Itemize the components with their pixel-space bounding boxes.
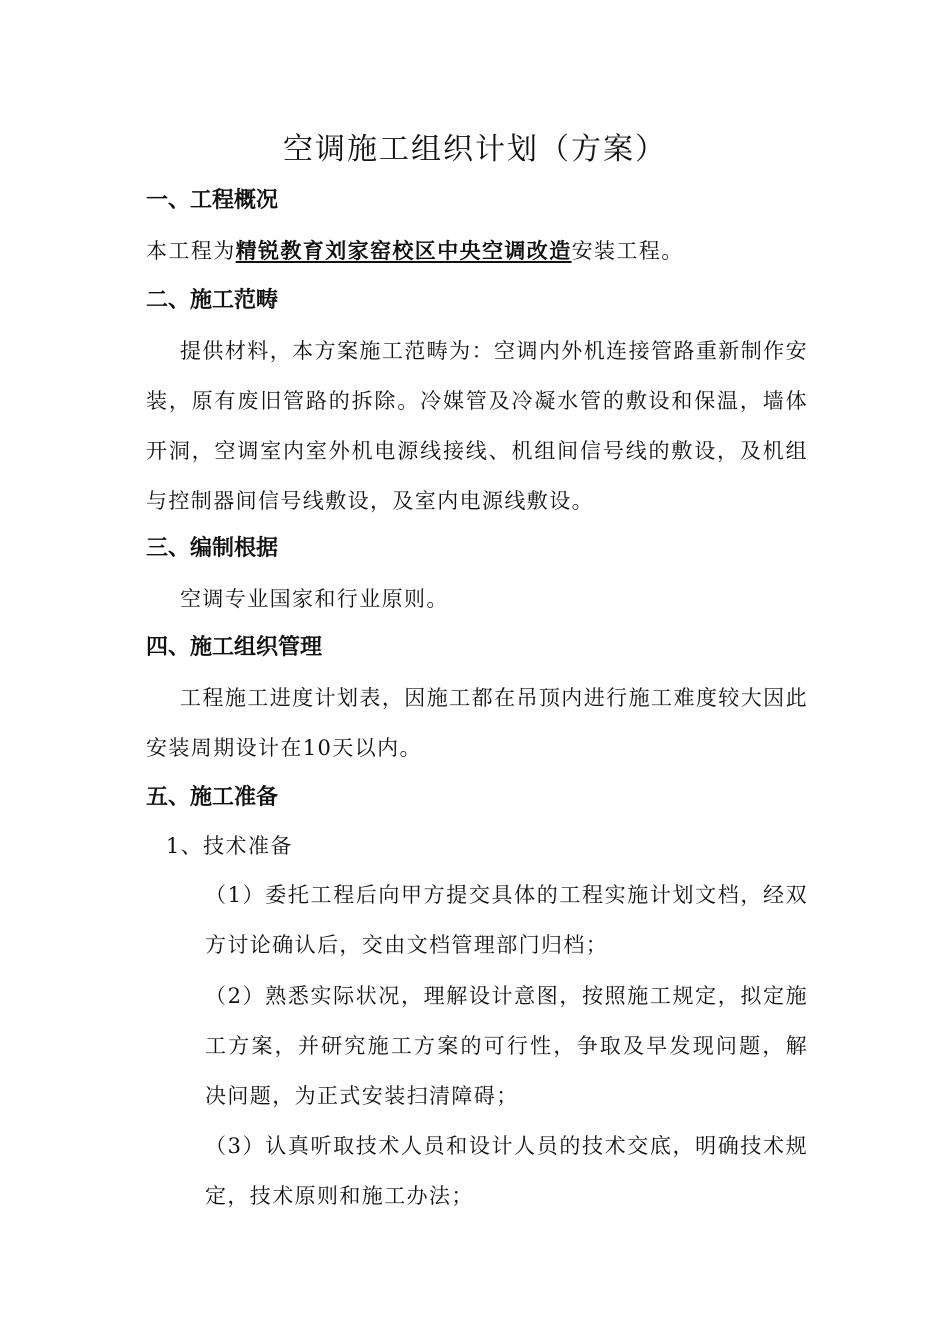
section-heading-basis: 三、编制根据	[146, 536, 279, 561]
prep-item-3: （3）认真听取技术人员和设计人员的技术交底，明确技术规定，技术原则和施工办法；	[205, 1134, 808, 1208]
prep-item-2: （2）熟悉实际状况，理解设计意图，按照施工规定，拟定施工方案，并研究施工方案的可行性，争取及早发现问题，解决问题，为正式安装扫清障碍；	[205, 984, 808, 1108]
project-name: 精锐教育刘家窑校区中央空调改造	[235, 239, 572, 263]
document-title: 空调施工组织计划（方案）	[283, 132, 667, 167]
section-heading-management: 四、施工组织管理	[146, 635, 323, 660]
basis-paragraph: 空调专业国家和行业原则。	[180, 587, 449, 611]
section-heading-overview: 一、工程概况	[146, 188, 279, 213]
overview-paragraph	[146, 226, 808, 276]
scope-paragraph: 提供材料，本方案施工范畴为：空调内外机连接管路重新制作安装，原有废旧管路的拆除。冷媒管及冷凝水管的敷设和保温，墙体开洞，空调室内室外机电源线接线、机组间信号线的敷设，及机组与控制器间信号线敷设，及室内电源线敷设。	[146, 339, 808, 513]
overview-prefix: 本工程为	[146, 239, 236, 263]
section-heading-preparation: 五、施工准备	[146, 785, 279, 810]
prep-item-1: （1）委托工程后向甲方提交具体的工程实施计划文档，经双方讨论确认后，交由文档管理部门归档；	[205, 883, 808, 957]
subheading-technical-prep: 1、技术准备	[166, 834, 293, 858]
section-heading-scope: 二、施工范畴	[146, 288, 279, 313]
overview-suffix: 安装工程。	[571, 239, 684, 263]
management-paragraph: 工程施工进度计划表，因施工都在吊顶内进行施工难度较大因此安装周期设计在10天以内。	[146, 686, 808, 760]
